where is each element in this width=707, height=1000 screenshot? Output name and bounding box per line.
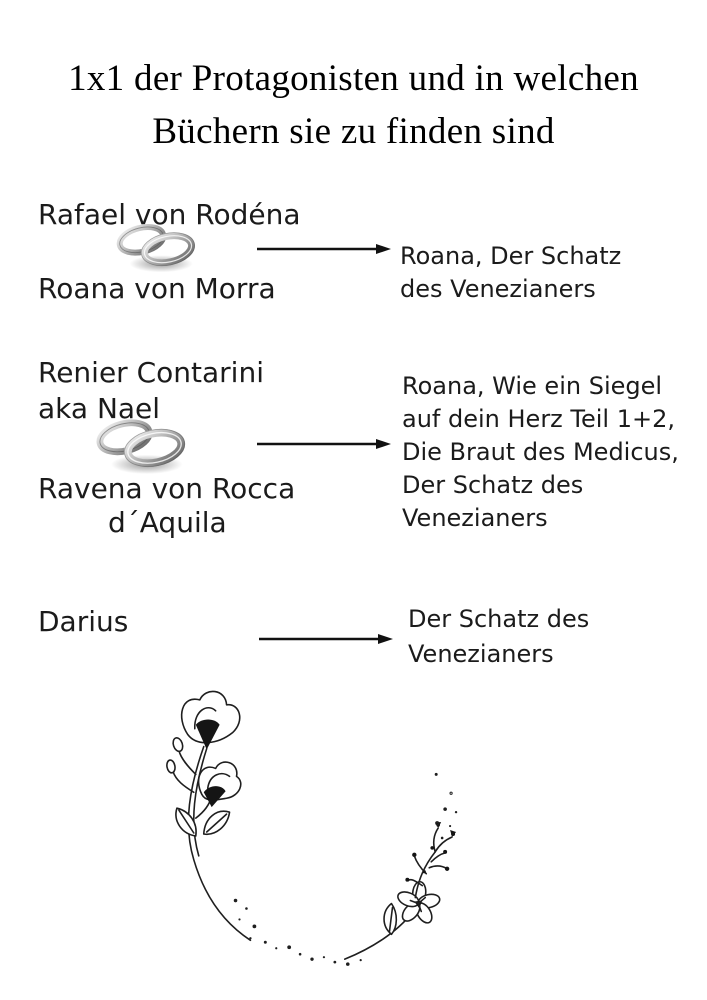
title-line-1: 1x1 der Protagonisten und in welchen — [68, 58, 639, 99]
partner2-name: Ravena von Rocca d´Aquila — [38, 472, 296, 539]
partner1-name: Darius — [38, 605, 129, 638]
book-list — [400, 240, 621, 306]
book-list-line: auf dein Herz Teil 1+2, — [402, 405, 675, 433]
floral-decoration-illustration — [150, 683, 478, 983]
arrow-right-icon — [258, 632, 394, 646]
book-list — [402, 370, 679, 535]
book-list — [408, 602, 589, 672]
book-list-line: Die Braut des Medicus, — [402, 438, 679, 466]
partner1-name: Renier Contarini aka Nael — [38, 356, 264, 425]
arrow-right-icon — [256, 437, 392, 451]
wedding-rings-icon — [113, 221, 199, 274]
partner1-name: Rafael von Rodéna — [38, 198, 301, 231]
book-list-line: Der Schatz des — [402, 471, 584, 499]
book-list-line: des Venezianers — [400, 275, 596, 303]
arrow-right-icon — [256, 242, 392, 256]
title-line-2: Büchern sie zu finden sind — [152, 111, 555, 152]
book-list-line: Der Schatz des — [408, 605, 590, 633]
partner2-name: Roana von Morra — [38, 272, 276, 305]
wedding-rings-icon — [92, 416, 190, 476]
book-list-line: Venezianers — [408, 640, 554, 668]
book-list-line: Roana, Wie ein Siegel — [402, 372, 663, 400]
book-list-line: Roana, Der Schatz — [400, 242, 622, 270]
page-title — [0, 52, 707, 158]
book-list-line: Venezianers — [402, 504, 548, 532]
